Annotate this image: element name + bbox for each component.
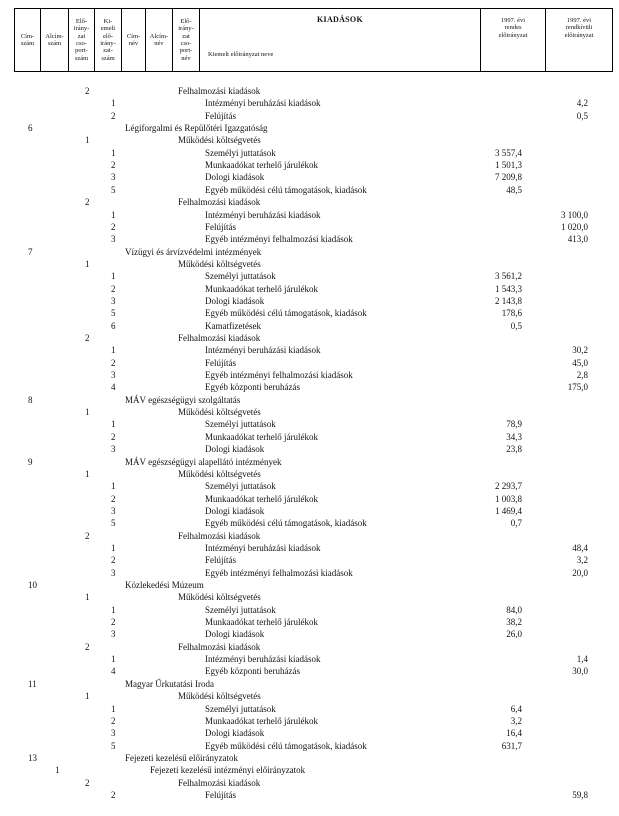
rendkivuli-value: 48,4 [572, 542, 588, 553]
item-name: Dologi kiadások [205, 728, 265, 739]
item-name: Egyéb működési célú támogatások, kiadások [205, 518, 367, 529]
table-row [0, 283, 619, 295]
item-number: 1 [111, 604, 116, 615]
item-name: Intézményi beruházási kiadások [205, 654, 321, 665]
table-row [0, 147, 619, 159]
item-name: Egyéb intézményi felhalmozási kiadások [205, 234, 353, 245]
item-name: Kamatfizetések [205, 320, 261, 331]
group-number: 2 [85, 777, 90, 788]
item-number: 2 [111, 357, 116, 368]
item-name: Felújítás [205, 555, 236, 566]
item-name: Felújítás [205, 110, 236, 121]
table-row [0, 789, 619, 801]
rendes-value: 3 557,4 [495, 147, 522, 158]
item-name: Személyi juttatások [205, 703, 276, 714]
table-row [0, 307, 619, 319]
item-name: Személyi juttatások [205, 419, 276, 430]
cim-number: 11 [28, 678, 37, 689]
item-number: 1 [111, 147, 116, 158]
item-name: Felhalmozási kiadások [178, 333, 261, 343]
table-row [0, 246, 619, 258]
group-number: 1 [85, 468, 90, 479]
item-number: 3 [111, 172, 116, 183]
item-name: Intézményi beruházási kiadások [205, 209, 321, 220]
item-name: Dologi kiadások [205, 295, 265, 306]
table-row [0, 727, 619, 739]
table-row [0, 468, 619, 480]
table-row [0, 579, 619, 591]
table-row [0, 233, 619, 245]
item-name: Intézményi beruházási kiadások [205, 98, 321, 109]
rendes-value: 1 003,8 [495, 493, 522, 504]
item-number: 2 [111, 221, 116, 232]
rendes-value: 1 501,3 [495, 160, 522, 171]
table-row [0, 221, 619, 233]
group-number: 1 [85, 691, 90, 702]
item-name: MÁV egészségügyi szolgáltatás [125, 394, 241, 405]
item-name: Munkaadókat terhelő járulékok [205, 431, 318, 442]
item-name: Fejezeti kezelésű előirányzatok [125, 752, 238, 763]
item-name: Munkaadókat terhelő járulékok [205, 283, 318, 294]
rendkivuli-value: 413,0 [567, 234, 588, 245]
item-number: 2 [111, 715, 116, 726]
item-name: Egyéb intézményi felhalmozási kiadások [205, 370, 353, 381]
item-name: Munkaadókat terhelő járulékok [205, 617, 318, 628]
table-row [0, 493, 619, 505]
item-name: Felújítás [205, 221, 236, 232]
rendkivuli-value: 3,2 [576, 555, 588, 566]
header-rendkivuli: 1997. évi rendkívüli előirányzat [564, 17, 594, 39]
table-row [0, 653, 619, 665]
table-row [0, 542, 619, 554]
cim-number: 10 [28, 580, 37, 590]
group-number: 2 [85, 86, 90, 96]
rendkivuli-value: 175,0 [567, 382, 588, 393]
header-cimszam: Cím- szám [15, 9, 41, 71]
table-row [0, 591, 619, 603]
table-row [0, 357, 619, 369]
rendes-value: 26,0 [506, 629, 522, 640]
header-alcimnev: Alcím- név [146, 9, 173, 71]
item-name: Felújítás [205, 357, 236, 368]
table-row [0, 184, 619, 196]
item-name: Egyéb működési célú támogatások, kiadások [205, 308, 367, 319]
item-name: Felhalmozási kiadások [178, 197, 261, 208]
item-name: Működési költségvetés [178, 691, 261, 702]
item-number: 2 [111, 431, 116, 442]
table-row [0, 122, 619, 134]
item-name: Személyi juttatások [205, 481, 276, 492]
item-number: 3 [111, 629, 116, 640]
item-name: Munkaadókat terhelő járulékok [205, 493, 318, 504]
table-row [0, 764, 619, 776]
item-number: 2 [111, 493, 116, 504]
item-number: 4 [111, 382, 116, 393]
rendes-value: 23,8 [506, 444, 522, 455]
table-row [0, 295, 619, 307]
table-row [0, 258, 619, 270]
rendkivuli-value: 59,8 [572, 789, 588, 800]
item-name: Személyi juttatások [205, 271, 276, 282]
rendkivuli-value: 30,0 [572, 666, 588, 677]
cim-number: 6 [28, 123, 33, 134]
item-number: 2 [111, 789, 116, 800]
rendes-value: 178,6 [501, 308, 522, 319]
item-number: 2 [111, 160, 116, 171]
rendes-value: 631,7 [501, 740, 522, 751]
table-row [0, 270, 619, 282]
group-number: 1 [85, 135, 90, 146]
table-row [0, 369, 619, 381]
item-number: 2 [111, 617, 116, 628]
item-number: 5 [111, 308, 116, 319]
group-number: 1 [85, 258, 90, 269]
group-number: 1 [85, 407, 90, 418]
item-number: 1 [111, 209, 116, 220]
table-row [0, 431, 619, 443]
group-number: 1 [85, 592, 90, 603]
item-name: Működési költségvetés [178, 468, 261, 479]
table-row [0, 628, 619, 640]
cim-number: 7 [28, 246, 33, 257]
rendes-value: 1 469,4 [495, 505, 522, 516]
item-name: Munkaadókat terhelő járulékok [205, 715, 318, 726]
rendes-value: 6,4 [510, 703, 522, 714]
item-name: Felhalmozási kiadások [178, 530, 261, 541]
item-name: Közlekedési Múzeum [125, 580, 204, 590]
item-number: 1 [111, 654, 116, 665]
item-name: Személyi juttatások [205, 604, 276, 615]
item-name: Légiforgalmi és Repülőtéri Igazgatóság [125, 123, 268, 134]
table-row [0, 320, 619, 332]
rendes-value: 0,5 [510, 320, 522, 331]
item-name: Személyi juttatások [205, 147, 276, 158]
item-number: 3 [111, 444, 116, 455]
rendes-value: 78,9 [506, 419, 522, 430]
item-number: 4 [111, 666, 116, 677]
cim-number: 9 [28, 456, 33, 467]
cim-number: 8 [28, 394, 33, 405]
rendkivuli-value: 0,5 [576, 110, 588, 121]
item-name: Egyéb központi beruházás [205, 666, 300, 677]
item-name: Egyéb központi beruházás [205, 382, 300, 393]
item-name: Munkaadókat terhelő járulékok [205, 160, 318, 171]
table-row [0, 604, 619, 616]
item-name: Vízügyi és árvízvédelmi intézmények [125, 246, 262, 257]
table-row [0, 703, 619, 715]
item-name: Intézményi beruházási kiadások [205, 345, 321, 356]
table-row [0, 665, 619, 677]
table-row [0, 381, 619, 393]
item-number: 2 [111, 283, 116, 294]
alcim-number: 1 [55, 765, 60, 776]
rendkivuli-value: 2,8 [576, 370, 588, 381]
table-row [0, 567, 619, 579]
header-cimnev: Cím- név [122, 9, 146, 71]
header-rendes: 1997. évi rendes előirányzat [481, 9, 546, 71]
rendes-value: 2 293,7 [495, 481, 522, 492]
item-name: Egyéb intézményi felhalmozási kiadások [205, 567, 353, 578]
item-name: Intézményi beruházási kiadások [205, 542, 321, 553]
table-row [0, 690, 619, 702]
item-name: Felújítás [205, 789, 236, 800]
item-name: Egyéb működési célú támogatások, kiadások [205, 184, 367, 195]
rendes-value: 48,5 [506, 184, 522, 195]
item-number: 1 [111, 481, 116, 492]
table-row [0, 480, 619, 492]
table-row [0, 443, 619, 455]
item-number: 3 [111, 505, 116, 516]
item-name: Működési költségvetés [178, 258, 261, 269]
rendes-value: 2 143,8 [495, 295, 522, 306]
table-row [0, 159, 619, 171]
table-row [0, 715, 619, 727]
item-name: Fejezeti kezelésű intézményi előirányzatok [150, 765, 306, 776]
item-number: 2 [111, 555, 116, 566]
item-number: 1 [111, 419, 116, 430]
table-row [0, 134, 619, 146]
item-number: 1 [111, 271, 116, 282]
rendes-value: 34,3 [506, 431, 522, 442]
item-name: MÁV egészségügyi alapellátó intézmények [125, 456, 282, 467]
item-number: 3 [111, 234, 116, 245]
rendes-value: 3 561,2 [495, 271, 522, 282]
item-number: 3 [111, 728, 116, 739]
rendkivuli-value: 20,0 [572, 567, 588, 578]
table-row [0, 85, 619, 97]
cim-number: 13 [28, 752, 37, 763]
header-eloiranyzat-csoportnev: Elő- irány- zat cso- port- név [173, 9, 200, 71]
item-number: 2 [111, 110, 116, 121]
table-row [0, 456, 619, 468]
item-name: Felhalmozási kiadások [178, 641, 261, 652]
group-number: 2 [85, 641, 90, 652]
header-eloiranyzat-csoportszam: Elő- irány- zat cso- port- szám [69, 9, 95, 71]
item-number: 5 [111, 184, 116, 195]
group-number: 2 [85, 530, 90, 541]
item-number: 3 [111, 567, 116, 578]
item-name: Dologi kiadások [205, 629, 265, 640]
item-name: Dologi kiadások [205, 172, 265, 183]
rendkivuli-value: 30,2 [572, 345, 588, 356]
table-row [0, 740, 619, 752]
rendkivuli-value: 1 020,0 [561, 221, 588, 232]
table-row [0, 530, 619, 542]
table-row [0, 554, 619, 566]
group-number: 2 [85, 333, 90, 343]
item-number: 1 [111, 703, 116, 714]
rendkivuli-value: 45,0 [572, 357, 588, 368]
table-row [0, 752, 619, 764]
header-kiemelt-eloiranyzat-szam: Ki- emelt elő- irány- zat- szám [95, 9, 122, 71]
item-name: Dologi kiadások [205, 444, 265, 455]
header-alcimszam: Alcím- szám [41, 9, 69, 71]
table-row [0, 196, 619, 208]
item-number: 1 [111, 542, 116, 553]
rendes-value: 38,2 [506, 617, 522, 628]
table-row [0, 505, 619, 517]
item-name: Felhalmozási kiadások [178, 86, 261, 96]
rendes-value: 3,2 [510, 715, 522, 726]
rendes-value: 84,0 [506, 604, 522, 615]
header-kiemelt-nev: Kiemelt előirányzat neve [208, 51, 274, 58]
table-row [0, 394, 619, 406]
table-row [0, 678, 619, 690]
item-number: 6 [111, 320, 116, 331]
table-row [0, 97, 619, 109]
rendkivuli-value: 3 100,0 [561, 209, 588, 220]
item-name: Dologi kiadások [205, 505, 265, 516]
item-name: Működési költségvetés [178, 135, 261, 146]
item-name: Működési költségvetés [178, 407, 261, 418]
item-number: 5 [111, 740, 116, 751]
table-row [0, 110, 619, 122]
rendes-value: 7 209,8 [495, 172, 522, 183]
rendkivuli-value: 1,4 [576, 654, 588, 665]
table-row [0, 209, 619, 221]
table-row [0, 641, 619, 653]
rendes-value: 0,7 [510, 518, 522, 529]
table-row [0, 344, 619, 356]
item-name: Felhalmozási kiadások [178, 777, 261, 788]
table-row [0, 777, 619, 789]
table-row [0, 616, 619, 628]
table-row [0, 517, 619, 529]
item-name: Működési költségvetés [178, 592, 261, 603]
table-row [0, 418, 619, 430]
group-number: 2 [85, 197, 90, 208]
rendes-value: 16,4 [506, 728, 522, 739]
table-row [0, 332, 619, 344]
item-number: 1 [111, 98, 116, 109]
item-number: 3 [111, 295, 116, 306]
table-row [0, 171, 619, 183]
item-number: 5 [111, 518, 116, 529]
item-number: 1 [111, 345, 116, 356]
header-kiadasok-title: KIADÁSOK [317, 15, 363, 24]
item-name: Egyéb működési célú támogatások, kiadások [205, 740, 367, 751]
rendkivuli-value: 4,2 [576, 98, 588, 109]
item-name: Magyar Űrkutatási Iroda [125, 678, 214, 689]
rendes-value: 1 543,3 [495, 283, 522, 294]
item-number: 3 [111, 370, 116, 381]
table-row [0, 406, 619, 418]
